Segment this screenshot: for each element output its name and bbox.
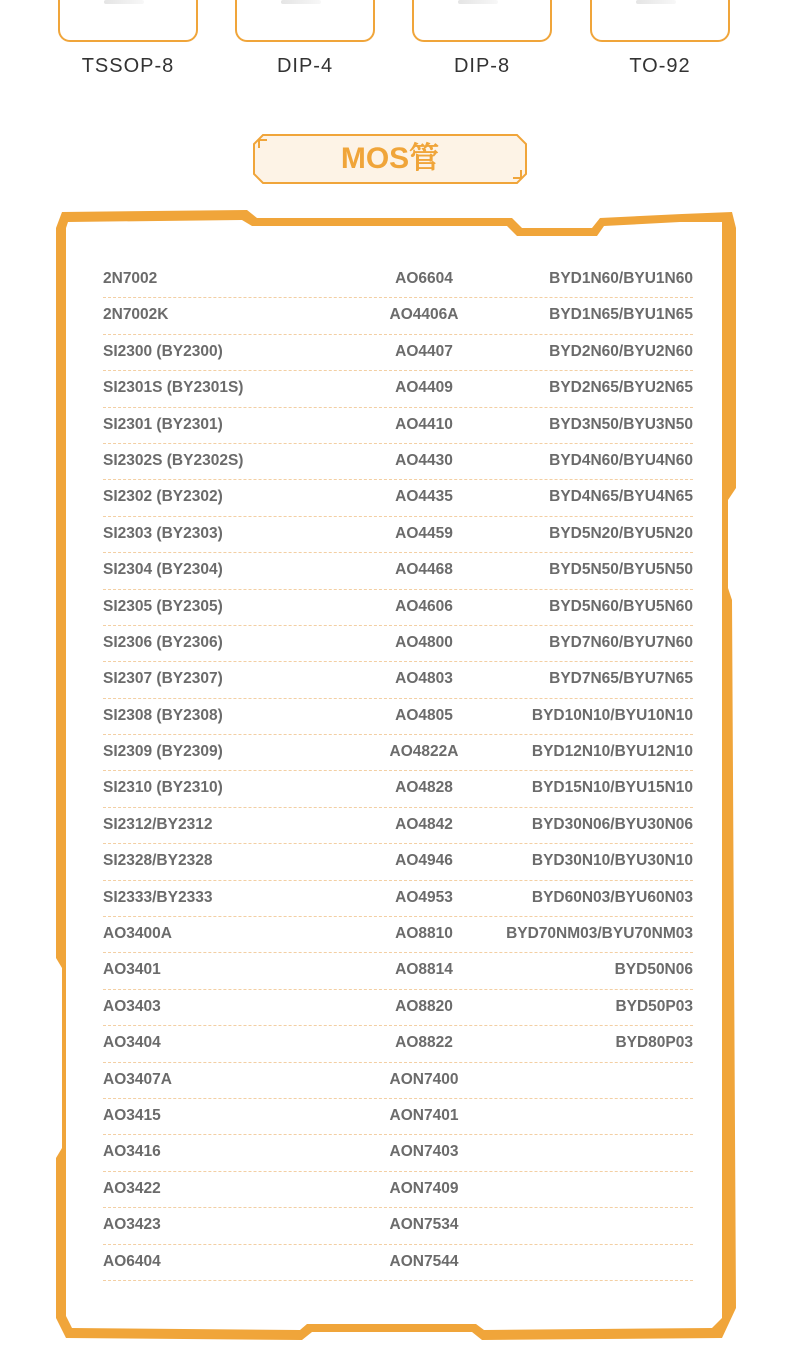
part-number: AO3423 [103, 1216, 161, 1234]
part-number: AO4459 [395, 524, 453, 542]
part-number: BYD1N60/BYU1N60 [549, 270, 693, 287]
part-number: BYD1N65/BYU1N65 [549, 306, 693, 324]
mos-list-panel [52, 208, 740, 1344]
part-number: BYD70NM03/BYU70NM03 [506, 925, 693, 943]
part-number: AO4430 [395, 451, 453, 469]
table-row [103, 953, 693, 989]
part-number: SI2302S (BY2302S) [103, 451, 244, 469]
part-number: BYD50N06 [614, 961, 693, 979]
package-label: TSSOP-8 [81, 55, 175, 77]
part-number: SI2303 (BY2303) [103, 524, 223, 542]
part-number: SI2301S (BY2301S) [103, 379, 244, 397]
part-number: AO8810 [395, 925, 453, 943]
part-number: SI2308 (BY2308) [103, 706, 223, 724]
table-row [103, 1245, 693, 1281]
part-number: AO4800 [395, 633, 453, 651]
package-image-frame [412, 0, 552, 42]
part-number: AO3403 [103, 997, 161, 1015]
table-row [103, 1099, 693, 1135]
table-row [103, 844, 693, 880]
part-number: SI2304 (BY2304) [103, 561, 223, 579]
table-row [103, 262, 693, 298]
part-number: AO8822 [395, 1034, 453, 1052]
part-number: BYD15N10/BYU15N10 [531, 779, 693, 797]
table-row [103, 553, 693, 589]
part-number: AO4946 [395, 852, 453, 870]
table-row [103, 735, 693, 771]
part-number: AO4828 [395, 779, 453, 797]
part-number: BYD30N10/BYU30N10 [531, 852, 693, 870]
part-number: SI2302 (BY2302) [103, 488, 223, 506]
part-number: AO4407 [395, 342, 453, 360]
table-row [103, 662, 693, 698]
part-number: SI2307 (BY2307) [103, 670, 223, 688]
table-row [103, 699, 693, 735]
part-number: BYD4N60/BYU4N60 [549, 451, 693, 469]
part-number: AO3404 [103, 1034, 161, 1052]
part-number: AO3407A [103, 1070, 172, 1088]
part-number: 2N7002K [103, 306, 169, 324]
part-number: AON7544 [389, 1252, 459, 1270]
table-row [103, 335, 693, 371]
part-number: AON7409 [389, 1179, 459, 1197]
part-number: BYD2N65/BYU2N65 [549, 379, 693, 397]
table-row [103, 1172, 693, 1208]
package-label: DIP-8 [453, 55, 511, 77]
table-row [103, 881, 693, 917]
part-number: SI2310 (BY2310) [103, 779, 223, 797]
part-number: SI2300 (BY2300) [103, 342, 223, 360]
package-label: TO-92 [629, 55, 691, 77]
part-number: BYD5N50/BYU5N50 [549, 561, 693, 579]
part-number: AO3415 [103, 1106, 161, 1124]
part-number: AO4805 [395, 706, 453, 724]
part-number: BYD7N65/BYU7N65 [549, 670, 693, 688]
part-number: AO4606 [395, 597, 453, 615]
package-image-frame [590, 0, 730, 42]
table-row [103, 480, 693, 516]
part-number: AO3400A [103, 925, 172, 943]
part-number: AO8814 [395, 961, 453, 979]
table-row [103, 1208, 693, 1244]
part-number: SI2301 (BY2301) [103, 415, 223, 433]
part-number: AON7534 [389, 1216, 459, 1234]
part-number: SI2328/BY2328 [103, 852, 213, 870]
part-number: BYD30N06/BYU30N06 [531, 815, 693, 833]
package-image [281, 0, 321, 4]
table-row [103, 917, 693, 953]
package-image-frame [58, 0, 198, 42]
part-number: BYD80P03 [615, 1034, 693, 1052]
part-number: BYD10N10/BYU10N10 [531, 706, 693, 724]
table-row [103, 590, 693, 626]
table-row [103, 808, 693, 844]
part-number: AO3401 [103, 961, 161, 979]
part-number: SI2306 (BY2306) [103, 633, 223, 651]
row-divider [103, 1280, 693, 1281]
table-row [103, 990, 693, 1026]
part-number: AO6404 [103, 1252, 161, 1270]
part-number: SI2333/BY2333 [103, 888, 213, 906]
table-row [103, 517, 693, 553]
table-row [103, 408, 693, 444]
part-number: BYD5N60/BYU5N60 [549, 597, 693, 615]
table-row [103, 626, 693, 662]
part-number: AO4410 [395, 415, 453, 433]
part-number: SI2312/BY2312 [103, 815, 213, 833]
table-row [103, 1063, 693, 1099]
part-number: BYD7N60/BYU7N60 [549, 633, 693, 651]
part-number: BYD5N20/BYU5N20 [549, 524, 693, 542]
part-number: AO4409 [395, 379, 453, 397]
package-image [458, 0, 498, 4]
part-number: BYD3N50/BYU3N50 [549, 415, 693, 433]
part-number: AO4406A [389, 306, 459, 324]
table-row [103, 371, 693, 407]
table-row [103, 1026, 693, 1062]
part-number: BYD2N60/BYU2N60 [549, 342, 693, 360]
part-number: AO4953 [395, 888, 453, 906]
package-row [0, 0, 790, 90]
section-title-badge [253, 134, 527, 184]
part-number: AO3416 [103, 1143, 161, 1161]
part-number: AON7400 [389, 1070, 459, 1088]
table-row [103, 298, 693, 334]
part-number: AON7403 [389, 1143, 459, 1161]
part-number: AO3422 [103, 1179, 161, 1197]
part-number: SI2309 (BY2309) [103, 743, 223, 761]
part-number: AO8820 [395, 997, 453, 1015]
part-number: 2N7002 [103, 270, 158, 287]
part-number: BYD50P03 [615, 997, 693, 1015]
part-number: AO4822A [389, 743, 459, 761]
table-row [103, 771, 693, 807]
part-number: BYD12N10/BYU12N10 [531, 743, 693, 761]
part-number: AO4468 [395, 561, 453, 579]
table-row [103, 444, 693, 480]
section-title: MOS管 [340, 142, 440, 175]
part-number: SI2305 (BY2305) [103, 597, 223, 615]
part-number: AON7401 [389, 1106, 459, 1124]
part-number: AO4435 [395, 488, 453, 506]
package-label: DIP-4 [276, 55, 334, 77]
mos-part-table [103, 262, 693, 1281]
package-image [636, 0, 676, 4]
part-number: BYD4N65/BYU4N65 [549, 488, 693, 506]
package-image-frame [235, 0, 375, 42]
table-row [103, 1135, 693, 1171]
package-image [104, 0, 144, 4]
part-number: AO4803 [395, 670, 453, 688]
part-number: AO6604 [395, 270, 453, 287]
part-number: BYD60N03/BYU60N03 [531, 888, 693, 906]
part-number: AO4842 [395, 815, 453, 833]
